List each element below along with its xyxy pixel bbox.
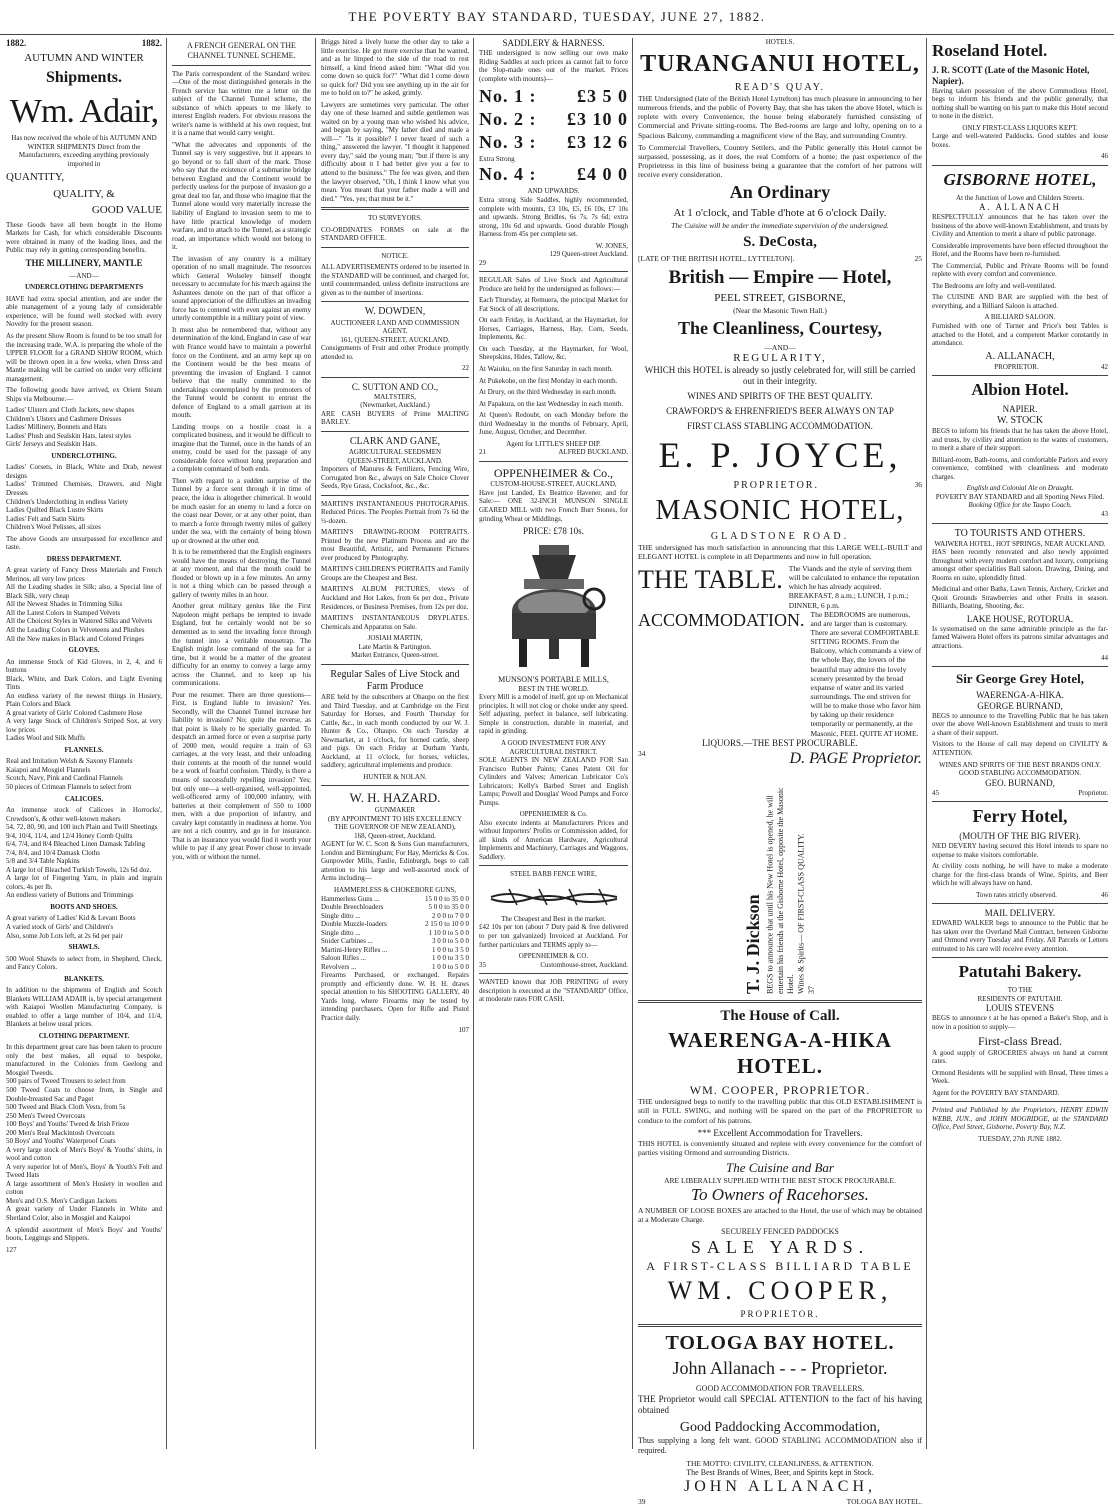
- improvements-text: Considerable improvements have been effected throughout the Hotel, and the Rooms have been re-furnished.: [932, 241, 1108, 259]
- coach-booking: Booking Office for the Taupo Coach.: [968, 501, 1072, 510]
- gun-row: Double Breechloaders 5 0 0 to 35 0 0: [321, 903, 469, 912]
- ad-number: 43: [1101, 509, 1108, 518]
- autumn-heading: AUTUMN AND WINTER: [24, 51, 144, 64]
- saddlery-intro: THE undersigned is now selling our own make Riding Saddles at such prices as cannot fail to force the Slop-made ones out of the market. Prices (complete with mounts)—: [479, 48, 628, 83]
- saddle-price-4: No. 4 : £4 0 0: [479, 164, 628, 185]
- gisborne-sub: At the Junction of Lowe and Childers Streets.: [956, 193, 1084, 202]
- gun-price-list: [321, 895, 469, 972]
- liberally-supplied: ARE LIBERALLY SUPPLIED WITH THE BEST STOCK PROCURABLE.: [664, 1175, 896, 1185]
- ferry-text: NED DEVERY having secured this Hotel intends to spare no expense to make visitors comfortable.: [932, 841, 1108, 859]
- table-text: The Viands and the style of serving them will be calculated to enhance the reputation which he has already acquired. BREAKFAST, 8 a.m.; LUNCH, 1 p.m.; DINNER, 6 p.m.: [788, 563, 920, 610]
- barb-wire-heading: STEEL BARB FENCE WIRE,: [510, 870, 597, 879]
- boys-boots-text: A splendid assortment of Men's Boys' and Youths' boots, Leggings and Slippers.: [6, 1225, 162, 1243]
- article-title: A FRENCH GENERAL ON THE CHANNEL TUNNEL SCHEME.: [187, 41, 296, 60]
- dickson-text: BEGS to announce that until his New Hotel is opened, he will entertain his friends at the Gisborne Hotel, opposite the Masonic Hotel.: [765, 787, 796, 995]
- sale-item: At Papakura, on the last Wednesday in each month.: [479, 399, 623, 408]
- newspaper-masthead: THE POVERTY BAY STANDARD, TUESDAY, JUNE 27, 1882.: [0, 0, 1114, 35]
- gun-row: Hammerless Guns ... 15 0 0 to 35 0 0: [321, 894, 469, 903]
- ad-number: 46: [1101, 890, 1108, 899]
- ad-number: 39: [638, 1496, 646, 1506]
- article-para: Landing troops on a hostile coast is a complicated business, and it would be difficult to imagine that the Tunnel, once in the hands of an enemy, could be used for the passage of any considerable force without long preparation and a complete command of both ends.: [172, 422, 311, 474]
- ferry-text-2: At civility costs nothing, he will have to make a moderate charge for the first-class brands of Wine, Spirits, and Beer which he will always have on hand.: [932, 862, 1108, 888]
- oppenheimer-3-address: Customhouse-street, Auckland.: [540, 960, 628, 969]
- article-para: It is to be remembered that the English engineers would have the means of destroying the Tunnel at any moment, and that the mouth could be flooded or blown up in a few minutes. An army is not a thing which can be passed through a gallery of twenty miles in an hour.: [172, 548, 311, 599]
- buckland-name: ALFRED BUCKLAND.: [558, 448, 628, 457]
- oppenheimer-name: OPPENHEIMER & Co.,: [493, 465, 614, 480]
- burnand-prop: Proprietor.: [1078, 788, 1108, 797]
- hammerless-heading: HAMMERLESS & CHOKEBORE GUNS,: [333, 886, 457, 895]
- hazard-name: W. H. HAZARD.: [349, 790, 441, 806]
- extra-strong: Extra Strong: [479, 154, 515, 163]
- year-right: 1882.: [141, 38, 162, 48]
- ad-number: 29: [479, 258, 486, 267]
- masonic-hotel-name: MASONIC HOTEL,: [655, 495, 905, 527]
- oppenheimer-3-row: [479, 961, 628, 970]
- jones-name: W. JONES,: [595, 241, 628, 250]
- saddlery-heading: SADDLERY & HARNESS.: [502, 38, 605, 48]
- ferry-sub: (MOUTH OF THE BIG RIVER).: [959, 831, 1081, 842]
- sutton-role: MALTSTERS,: [374, 392, 416, 401]
- cooper-name: WM. COOPER,: [667, 1276, 893, 1306]
- tourists-heading: TO TOURISTS AND OTHERS.: [954, 527, 1086, 539]
- paddocking-heading: Good Paddocking Accommodation,: [679, 1420, 881, 1435]
- dowden-name: W. DOWDEN,: [364, 306, 426, 318]
- hazard-address: 168, Queen-street, Auckland.: [354, 831, 436, 840]
- bakery-name: Patutahi Bakery.: [958, 962, 1082, 982]
- oppenheimer-text: Have just Landed, Ex Beatrice Havener, and for Sale:— ONE 32-INCH MUNSON SINGLE GEARED MILL with two French Burr Stones, for grinding Wheat or Middlings,: [479, 488, 628, 523]
- column-rule: [926, 38, 927, 1449]
- martin-sub: Late Martin & Partington.: [358, 642, 432, 651]
- dowden-text: Consignments of Fruit and other Produce promptly attended to.: [321, 344, 469, 361]
- ad-number: 45: [932, 788, 939, 797]
- accommodation-section: [638, 610, 922, 738]
- table-section: [638, 564, 922, 610]
- mill-price: PRICE: £78 10s.: [523, 526, 584, 537]
- oppenheimer-address: CUSTOM-HOUSE-STREET, AUCKLAND,: [490, 480, 617, 489]
- sale-item: On each Friday, in Auckland, at the Haymarket, for Horses, Carriages, Harness, Hay, Corn, Seeds, Implements, &c.: [479, 316, 628, 342]
- sutton-name: C. SUTTON AND CO.,: [351, 381, 439, 392]
- masonic-address: GLADSTONE ROAD.: [710, 530, 850, 542]
- job-printing-text: WANTED known that JOB PRINTING of every description is executed at the "STANDARD" Office, at moderate rates FOR CASH.: [479, 978, 628, 1004]
- excellent-accommodation: *** Excellent Accommodation for Travellers.: [697, 1127, 863, 1138]
- barb-wire-caption: The Cheapest and Best in the market.: [501, 914, 606, 923]
- clark-name: CLARK AND GANE,: [349, 435, 441, 447]
- good-accommodation: GOOD ACCOMMODATION FOR TRAVELLERS.: [695, 1384, 865, 1394]
- joyce-name: E. P. JOYCE,: [658, 435, 902, 476]
- sporting-news: POVERTY BAY STANDARD and all Sporting News Filed.: [935, 492, 1105, 501]
- saddle-price-2: No. 2 : £3 10 0: [479, 109, 628, 130]
- sale-item: On each Tuesday, at the Haymarket, for Wool, Sheepskins, Hides, Tallow, &c.: [479, 344, 628, 362]
- ordinary-heading: An Ordinary: [729, 182, 831, 203]
- fenced-paddocks: SECURELY FENCED PADDOCKS: [721, 1226, 839, 1236]
- hazard-appointment: (BY APPOINTMENT TO HIS EXCELLENCY THE GOVERNOR OF NEW ZEALAND),: [328, 814, 462, 832]
- allanach-prop-row: [932, 363, 1108, 372]
- ad-number: 44: [1101, 653, 1108, 662]
- shipments-heading: Shipments.: [45, 69, 123, 87]
- ad-number: 21: [479, 448, 486, 457]
- quantity: QUANTITY,: [6, 171, 65, 184]
- stabling-accommodation: FIRST CLASS STABLING ACCOMMODATION.: [687, 421, 873, 432]
- accommodation-intro: The BEDROOMS are numerous, and are larger than is customary. There are several COMFORTABLE SITTING ROOMS. From the Balcony, which commands a view of the whole Bay, the lovers of the beautiful may admire the lovely scenery presented by the broad expanse of water and its varied surroundings. The end striven for will be to make those who favor him by taking up their residence temporarily or permanently, at the Masonic, FEEL QUITE AT HOME.: [810, 609, 922, 738]
- underclothing-sub: UNDERCLOTHING.: [51, 451, 117, 460]
- paddocking-text: Thus supplying a long felt want. GOOD STABLING ACCOMMODATION also if required.: [638, 1436, 922, 1455]
- dowden-role: AUCTIONEER LAND AND COMMISSION AGENT.: [330, 318, 460, 336]
- napier: NAPIER.: [1002, 404, 1038, 415]
- lake-text: Is systematised on the same admirable principle as the far-famed Waiwera Hotel offers its patrons similar advantages and attractions.: [932, 624, 1108, 650]
- stock-text: BEGS to inform his friends that he has taken the above Hotel, and trusts, by civility and attention to the wants of customers, to merit a share of their support.: [932, 427, 1108, 453]
- oppenheimer-2: OPPENHEIMER & Co.: [519, 810, 588, 819]
- anecdote-briggs: Briggs hired a lively horse the other day to take a little exercise. He got more exercise than he wanted, and as he limped to the side of the road to rest himself, a kind friend asked him: "What did you come down so quick for?" "What did I come down so quick for? Did you see anything up in the air for me to hold on to?" he asked, grimly.: [321, 38, 469, 98]
- barb-wire-illustration: [489, 883, 619, 911]
- hazard-end-text: Firearms Purchased, or exchanged. Repairs promptly and efficiently done. W. H. H. draws special attention to his SHOOTING GALLERY, 40 Yards long, where Firearms may be tested by intending purchasers. Open for Rifle and Pistol Practice daily.: [321, 971, 469, 1022]
- house-of-call: The House of Call.: [720, 1008, 840, 1025]
- lake-house: LAKE HOUSE, ROTORUA.: [966, 613, 1074, 624]
- martin-item: MARTIN'S ALBUM PICTURES, views of Auckland and Hot Lakes, from 6s per doz., Private Residences, or Business Premises, from 12s per doz.: [321, 585, 469, 611]
- page-row: [638, 749, 922, 769]
- article-para: The invasion of any country is a military operation of no small magnitude. The resources which General Wolseley himself thought necessary to accumulate for his march against the Ashantees denote on the part of that officer a sound appreciation of the difficulties an invading force has to contend with even against an enemy utterly contemptible in a military point of view.: [172, 254, 311, 323]
- oppenheimer-2-text: Also execute indents at Manufacturers Prices and without Importers' Profits or Commission added, for all kinds of American Hardware, Agricultural Implements and Machinery, Carriages and Waggons, Saddlery.: [479, 818, 628, 861]
- mail-heading: MAIL DELIVERY.: [984, 908, 1056, 919]
- martin-item: MARTIN'S INSTANTANEOUS PHOTOGRAPHS. Reduced Prices. The Peoples Portrait from 7s 6d the ½-dozen.: [321, 499, 469, 525]
- empire-near: (Near the Masonic Town Hall.): [733, 305, 827, 315]
- munson-text: Every Mill is a model of itself, got up on Mechanical principles. It will not clog or choke under any speed. Self adjusting, perfect in balance, self lubricating. Simple in construction, durable in material, and rapid in grinding.: [479, 693, 628, 736]
- cooper-text: THE undersigned begs to notify to the travelling public that this OLD ESTABLISHMENT is still in FULL SWING, and nothing will be spared on the part of the PROPRIETOR to conduce to the comfort of his patrons.: [638, 1097, 922, 1125]
- sole-agents-text: SOLE AGENTS IN NEW ZEALAND FOR San Francisco Rubber Paints; Canes Patent Oil for Cylinders and Valves; American Lubricator Co's Lubricators; Kelly's Barbed Street and English Lamps; Powell and Douglas' Wood Pumps and Force Pumps.: [479, 756, 628, 807]
- ferry-hotel-name: Ferry Hotel,: [972, 806, 1068, 827]
- ad-number: 37: [807, 986, 817, 995]
- article-para: The Paris correspondent of the Standard writes:—One of the most distinguished generals in the French service has written me a letter on the subject of the Channel Tunnel scheme, the substance of which appears to me likely to interest English readers. For obvious reasons the writer's name is withheld at his own request, but it is a name that would carry weight.: [172, 69, 311, 138]
- waiwera-text-2: Medicinal and other Baths, Lawn Tennis, Archery, Cricket and Quoit Grounds Strawberries and other Fruits in season. Billiards, Boating, Shooting, &c.: [932, 585, 1108, 611]
- hotels-label: HOTELS.: [765, 38, 795, 46]
- sale-item: Each Thursday, at Remuera, the principal Market for Fat Stock of all descriptions.: [479, 296, 628, 313]
- sale-item: At Pukekohe, on the first Monday in each month.: [479, 376, 618, 385]
- cooper-proprietor: WM. COOPER, PROPRIETOR.: [689, 1082, 871, 1097]
- munson-heading: MUNSON'S PORTABLE MILLS,: [498, 675, 609, 685]
- agent-text: Agent for the POVERTY BAY STANDARD.: [932, 1088, 1060, 1097]
- martin-item: MARTIN'S INSTANTANEOUS DRYPLATES. Chemicals and Apparatus on Sale.: [321, 614, 469, 631]
- wines-best-brands: WINES AND SPIRITS OF THE BEST BRANDS ONLY.: [939, 760, 1101, 769]
- billiard-saloon: A BILLIARD SALOON.: [984, 313, 1056, 322]
- good-value: GOOD VALUE: [91, 204, 162, 217]
- regular-sales-title: Regular Sales of Live Stock and Farm Produce: [330, 668, 460, 692]
- proprietor-label: PROPRIETOR.: [733, 480, 819, 492]
- allanach-sign: A. ALLANACH,: [985, 350, 1055, 362]
- martin-name: JOSIAH MARTIN,: [367, 634, 423, 643]
- column-rule: [632, 38, 633, 1449]
- racehorses-heading: To Owners of Racehorses.: [691, 1184, 869, 1204]
- clark-role: AGRICULTURAL SEEDSMEN: [348, 448, 442, 456]
- tables-text: Furnished with one of Turner and Price's best Tables is attached to the Hotel, and a competent Marker constantly in attendance.: [932, 322, 1108, 348]
- hazard-text: AGENT for W. C. Scott & Sons Gun manufacturers, London and Birmingham; For Hay, Merricks & Cos. Gunpowder Mills, Faulie, Edinburgh, begs to call attention to his large and well-assorted stock of Arms including—: [321, 840, 469, 883]
- gloves-heading: GLOVES.: [68, 646, 100, 655]
- gun-row: Single ditto ... 1 10 0 to 5 0 0: [321, 928, 469, 937]
- ad-number: 35: [479, 960, 486, 969]
- albion-hotel-name: Albion Hotel.: [971, 380, 1069, 400]
- dress-heading: DRESS DEPARTMENT.: [46, 554, 122, 563]
- blankets-heading: BLANKETS.: [64, 974, 104, 983]
- column-channel-tunnel: A FRENCH GENERAL ON THE CHANNEL TUNNEL SCHEME. The Paris correspondent of the Standard writes:—One of the most distinguished generals in the French service has written me a letter on the subject of the Channel Tunnel scheme, the substance of which appears to me likely to interest English readers. For obvious reasons the writer's name is withheld at his own request, but it is a name that would carry weight. "What the advocates and opponents of the Tunnel say is very suggestive, but it appears to go beyond or to fall short of the mark. Those who say that the existence of a submarine bridge between England and the Continent would be perfectly useless for the purpose of invasion go a great deal too far, and those who imagine that the Tunnel alone would very materially increase the liability of England to invasion seem to me to have little practical knowledge of modern warfare, and to attach to the Tunnel, as a strategic road, an importance which would not belong to it. The invasion of any country is a military operation of no small magnitude. The resources which General Wolseley himself thought necessary to accumulate for his march against the Ashantees denote on the part of that officer a sound appreciation of the difficulties an invading force has to contend with even against an enemy utterly contemptible in a military point of view. It must also be remembered that, without any determination of the kind, England in case of war with France would have to maintain a powerful force on the Continent, and an army kept up on the Continent would be the best means of preventing the invasion of England. I cannot believe that the really committed to the undertakings contemplated by the promoters of the Tunnel would be content to entrust the defence of England to a small garrison at its mouth. Landing troops on a hostile coast is a complicated business, and it would be difficult to imagine that the Tunnel, once in the hands of an enemy, could be used for the passage of any considerable force without long preparation and a complete command of both ends. Then with regard to a sudden surprise of the Tunnel by a force sent through it in time of peace, the idea is altogether chimerical. It would be much easier for an enemy to land a force on the coast near Dover, or at any other point, than to march a force through twenty miles of gallery under the sea, with the certainty of being blown up or drowned at the other end. It is to be remembered that the English engineers would have the means of destroying the Tunnel at any moment, and that the mouth could be flooded or blown up in a few minutes. An army is not a thing which can be passed through a gallery of twenty miles in an hour. Another great military genius like the First Napoleon might perhaps be tempted to invade England, but he certainly would not be so demented as to send the invading force through the tunnel into a veritable mousetrap. The English might lose command of the sea for a time, but it would be a matter of the greatest difficulty for an enemy to convey a large army across the Channel, and to keep up his communications. Pour me resumer. There are three questions—First, is England liable to invasion? Yes. Secondly, will the Channel Tunnel increase her liability to invasion? No; quite the reverse, as that point is likely to be specially guarded. To despatch an armed force or even a surprise party of 2000 men, would require a train of 63 carriages, at the very least, and their unloading their contents at the mouth of the tunnel would be a work of fearful confusion. Thirdly, is there a means of successfully repelling invasion? Yes; but only one—a well-organised, well-appointed, well-officered army of 100,000 infantry, with batteries at their complement of 550 to 1000 men, with a due proportion of infantry, and cavalry kept constantly in readiness at home. You are not a rich country, and go in for insurance. That is an insurance you would find it worth your while to pay if any great Power chose to invade you, with or without the tunnel.: [172, 41, 312, 861]
- clothing-heading: CLOTHING DEPARTMENT.: [38, 1031, 130, 1040]
- saddle-price-1: No. 1 : £3 5 0: [479, 86, 628, 107]
- ordinary-time: At 1 o'clock, and Table d'hote at 6 o'clock Daily.: [673, 207, 887, 220]
- portable-mill-illustration: [494, 541, 614, 671]
- millinery-heading: THE MILLINERY, MANTLE: [25, 257, 143, 268]
- john-allanach: JOHN ALLANACH,: [684, 1478, 876, 1496]
- year-left: 1882.: [6, 38, 27, 48]
- billiards-text: Billiard-room, Bath-rooms, and comfortable Parlors and every convenience, combined with cleanliness and moderate charges.: [932, 455, 1108, 481]
- ad-number: 34: [638, 748, 646, 758]
- underclothing-heading: UNDERCLOTHING DEPARTMENTS: [24, 283, 144, 292]
- sutton-address: (Newmarket, Auckland.): [360, 401, 430, 410]
- cuisine-bar: The Cuisine and Bar: [726, 1159, 834, 1175]
- gun-row: Revolvers ... 1 0 0 to 5 0 0: [321, 962, 469, 971]
- turanganui-name: TURANGANUI HOTEL,: [640, 50, 920, 77]
- waiwera-name: WAIWERA HOTEL, HOT SPRINGS, NEAR AUCKLAND.: [934, 539, 1106, 548]
- gun-row: Single ditto ... 2 0 0 to 7 0 0: [321, 911, 469, 920]
- sutton-text: ARE CASH BUYERS of Prime MALTING BARLEY.: [321, 409, 469, 427]
- cuisine-text: The CUISINE AND BAR are supplied with the best of everything, and a Billiard Saloon is attached.: [932, 293, 1108, 310]
- stevens-name: LOUIS STEVENS: [985, 1003, 1055, 1014]
- quality: QUALITY, &: [53, 187, 115, 200]
- jones-address: 129 Queen-street Auckland.: [549, 250, 628, 259]
- regular-sales-intro: REGULAR Sales of Live Stock and Agricultural Produce are held by the undersigned as follows:—: [479, 276, 628, 293]
- underclothing-text: HAVE had extra special attention, and are under the able management of a young lady of considerable experience, will be found well stocked with every Novelty for the present season.: [6, 294, 162, 329]
- sale-item: At Waiuku, on the first Saturday in each month.: [479, 365, 613, 373]
- ad-number: 25: [914, 254, 922, 264]
- column-6: [928, 38, 1112, 1449]
- calicoes-heading: CALICOES.: [64, 794, 104, 803]
- turanganui-text: THE Undersigned (late of the British Hotel Lyttelton) has much pleasure in announcing to her numerous friends, and the public of Poverty Bay, that she has taken the above Hotel, which is replete with every Convenience, the house being elaborately furnished consisting of Commercial and Private sitting-rooms. The Bed-rooms are large and lofty, opening on to a Spacious Balcony, commanding a magnificent view of the Bay, and surrounding Country.: [638, 93, 922, 140]
- clark-address: QUEEN-STREET, AUCKLAND.: [347, 456, 443, 465]
- burnand-name: GEORGE BURNAND,: [977, 700, 1063, 711]
- saddle-text: Extra strong Side Saddles, highly recommended, complete with mounts, £3 10s, £5, £6 10s, £7 10s and upwards. Strong Bridles, 6s 7s, 7s 6d; extra strong, 10s 6d and upwards. Good durable Plough Harness from 45s per complete set.: [479, 195, 628, 239]
- empire-hotel-name: British — Empire — Hotel,: [668, 267, 892, 289]
- scott-name: J. R. SCOTT (Late of the Masonic Hotel, Napier).: [932, 64, 1090, 86]
- best-brands: The Best Brands of Wines, Beer, and Spirits kept in Stock.: [686, 1467, 874, 1477]
- article-para: Pour me resumer. There are three questions—First, is England liable to invasion? Yes. Secondly, will the Channel Tunnel increase her liability to invasion? No; quite the reverse, as that point is likely to be specially guarded. To despatch an armed force or even a surprise party of 2000 men, would require a train of 63 carriages, at the very least, and their unloading their contents at the mouth of the tunnel would be a work of fearful confusion. Thirdly, is there a means of successfully repelling invasion? Yes; but only one—a well-organised, well-appointed, well-officered army of 100,000 infantry, with batteries at their complement of 550 to 1000 men, with a due proportion of infantry, and cavalry kept constantly in readiness at home. You are not a rich country, and go in for insurance. That is an insurance you would find it worth your while to pay if any great Power chose to invade you, with or without the tunnel.: [172, 690, 312, 861]
- and-divider: —AND—: [69, 271, 99, 280]
- oppenheimer-3: OPPENHEIMER & CO.: [518, 952, 589, 961]
- notice-heading: NOTICE.: [381, 251, 409, 260]
- martin-address: Market Entrance, Queen-street.: [351, 651, 439, 660]
- masonic-text: THE undersigned has much satisfaction in announcing that this LARGE WELL-BUILT and ELEGANT HOTEL is complete in all Departments and now in full operation.: [638, 542, 922, 561]
- ad-number: 42: [1101, 362, 1108, 371]
- gun-row: Double Muzzle-loaders 2 15 0 to 10 0 0: [321, 920, 469, 929]
- sale-yards: SALE YARDS.: [690, 1236, 870, 1257]
- sale-item: At Queen's Redoubt, on each Monday before the third Wednesday in the months of February, April, June, August, October, and December.: [479, 411, 628, 437]
- scott-text: Having taken possession of the above Commodious Hotel, begs to inform his friends and the public generally, that nothing shall be wanting on his part to make this Hotel second to none in the district.: [932, 86, 1108, 121]
- surveyors-text: CO-ORDINATES FORMS on sale at the STANDARD OFFICE.: [321, 225, 469, 243]
- empire-address: PEEL STREET, GISBORNE,: [714, 292, 846, 305]
- regularity: REGULARITY,: [733, 352, 827, 364]
- waerenga-location: WAERENGA-A-HIKA.: [976, 689, 1064, 700]
- article-para: "What the advocates and opponents of the Tunnel say is very suggestive, but it appears to go beyond or to fall short of the mark. Those who say that the existence of a submarine bridge between England and the Continent would be perfectly useless for the purpose of invasion go a great deal too far, and those who imagine that the Tunnel alone would very materially increase the liability of England to invasion seem to me to have little practical knowledge of modern warfare, and to attach to the Tunnel, as a strategic road, an importance which would not belong to it.: [172, 140, 311, 252]
- to-the: TO THE: [1007, 986, 1033, 994]
- notice-text: ALL ADVERTISEMENTS ordered to be inserted in the STANDARD will be continued, and charged for, until countermanded, unless definite instructions are given as to the number of insertions.: [321, 263, 469, 297]
- mail-text: EDWARD WALKER begs to announce to the Public that he has taken over the Overland Mail Contract, between Gisborne and Ormond every Tuesday and Friday. All Parcels or Letters entrusted to his care will receive every attention.: [932, 919, 1108, 953]
- ale-text: English and Colonial Ale on Draught.: [966, 484, 1074, 493]
- town-row: [932, 891, 1108, 900]
- martin-item: MARTIN'S DRAWING-ROOM PORTRAITS. Printed by the new Platinum Process and are the most Beautiful, Artistic, and Permanent Pictures ever produced by Photography.: [321, 528, 469, 562]
- allanach-text: RESPECTFULLY announces that he has taken over the business of the above well-known Establishment, and trusts by Civility and Attention to merit a share of public patronage.: [932, 213, 1108, 239]
- allanach-name: A. ALLANACH: [979, 202, 1061, 213]
- column-4: [475, 38, 632, 1449]
- tologa-hotel-name: TOLOGA BAY HOTEL.: [665, 1331, 895, 1354]
- residents: RESIDENTS OF PATUTAHI.: [977, 994, 1063, 1003]
- dowden-address: 161, QUEEN-STREET, AUCKLAND.: [340, 335, 450, 344]
- flannels-heading: FLANNELS.: [64, 745, 104, 754]
- first-class-liquors: ONLY FIRST-CLASS LIQUORS KEPT.: [962, 123, 1078, 132]
- imprint-date: TUESDAY, 27th JUNE 1882.: [978, 1134, 1062, 1143]
- column-hotels: [634, 38, 926, 1506]
- adair-name: Wm. Adair,: [9, 92, 159, 130]
- imprint: Printed and Published by the Proprietors, HENRY EDWIN WEBB, JUN., and JOHN MOGRIDGE, at the STANDARD Office, Peel Street, Gisborne, Poverty Bay, N.Z.: [932, 1106, 1108, 1132]
- regular-sales-text: ARE held by the subscribers at Ohaupo on the first and Third Tuesday, and at Cambridge on the First Saturday for Horses, and Fourth Thursday for Cattle, &c., in each month conducted by our W. J. Hunter & Co., Ohaupo. On each Tuesday at Newmarket, at 1 o'clock, for horned cattle, sheep and pigs. On each Friday at Durham Yards, Auckland, at 11 o'clock, for horses, vehicles, saddlery, agricultural implements and produce.: [321, 693, 469, 770]
- burnand-sign: GEO. BURNAND,: [985, 777, 1055, 788]
- gun-row: Martini-Henry Rifles ... 1 0 0 to 3 5 0: [321, 945, 469, 954]
- loose-boxes-text: A NUMBER OF LOOSE BOXES are attached to the Hotel, the use of which may be obtained at a Moderate Charge.: [638, 1205, 922, 1224]
- celebrated-text: WHICH this HOTEL is already so justly celebrated for, will still be carried out in their integrity.: [644, 365, 916, 387]
- goods-text: These Goods have all been bought in the Home Markets for Cash, for which considerable Discounts were obtained in many of the leading lines, and the Public may rely in getting corresponding benefits.: [6, 220, 162, 255]
- motto: THE MOTTO: CIVILITY, CLEANLINESS, & ATTENTION.: [686, 1458, 874, 1468]
- gun-row: Saloon Rifles ... 1 0 0 to 3 5 0: [321, 954, 469, 963]
- cuisine-note: The Cuisine will be under the immediate supervision of the undersigned.: [671, 220, 889, 230]
- surveyors-heading: TO SURVEYORS.: [368, 214, 422, 223]
- sale-item: Agent for LITTLE'S SHEEP DIP.: [506, 439, 601, 448]
- dickson-ad: [638, 774, 922, 994]
- stock-name: W. STOCK: [996, 415, 1044, 427]
- sir-george-grey-hotel: Sir George Grey Hotel,: [955, 671, 1085, 687]
- ad-number-127: 127: [6, 1245, 17, 1254]
- buckland-row: [479, 448, 628, 457]
- sale-item: At Drury, on the third Wednesday in each month.: [479, 388, 617, 397]
- ad-number: 46: [1101, 152, 1108, 161]
- hunter-nolan: HUNTER & NOLAN.: [363, 772, 427, 781]
- and-upwards: AND UPWARDS.: [527, 187, 580, 196]
- column-3: [317, 38, 473, 1449]
- column-rule: [473, 38, 474, 1449]
- barb-wire-text: £42 10s per ton (about 7 Duty paid & free delivered to per ton galvanized) Invoiced at Auckland. For further particulars and TERMS apply to—: [479, 923, 628, 949]
- roseland-name: Roseland Hotel.: [932, 41, 1048, 60]
- martin-item: MARTIN'S CHILDREN'S PORTRAITS and Family Groups are the Cheapest and Best.: [321, 565, 469, 582]
- visitors-text: Visitors to the House of call may depend on CIVILITY & ATTENTION.: [932, 740, 1108, 757]
- shawls-heading: SHAWLS.: [68, 943, 100, 952]
- stevens-text: BEGS to announce t at he has opened a Baker's Shop, and is now in a position to supply—: [932, 1014, 1108, 1031]
- cleanliness-heading: The Cleanliness, Courtesy,: [677, 317, 882, 338]
- burnand-prop-row: [932, 789, 1108, 798]
- allanach-proprietor: John Allanach - - - Proprietor.: [672, 1358, 888, 1379]
- allanach-prop: PROPRIETOR.: [994, 362, 1039, 371]
- accommodation-heading: ACCOMMODATION.: [638, 609, 805, 630]
- ad-number: 107: [458, 1025, 469, 1034]
- town-rates: Town rates strictly observed.: [976, 890, 1057, 899]
- decosta-sub: [LATE OF THE BRITISH HOTEL, LYTTELTON].: [638, 254, 795, 264]
- turanganui-address: READ'S QUAY.: [734, 81, 826, 93]
- convenience-text: THIS HOTEL is conveniently situated and replete with every convenience for the comfort of parties visiting Ormond and surrounding Districts.: [638, 1138, 922, 1157]
- billiard-table: A FIRST-CLASS BILLIARD TABLE: [646, 1258, 914, 1273]
- decosta-row: [638, 254, 922, 263]
- wines-spirits: WINES AND SPIRITS OF THE BEST QUALITY.: [687, 391, 873, 402]
- groceries-text: A good supply of GROCERIES always on hand at current rates.: [932, 1048, 1108, 1066]
- year-row: [6, 38, 162, 49]
- gun-row: Snider Carbines ... 3 0 0 to 5 0 0: [321, 937, 469, 946]
- waiwera-text: HAS been recently renovated and also newly appointed throughout with every modern comfort and luxury, comprising amongst other specialities Ball saloon, Drawing, Dining, and Rooms en suite, splendidly fitted.: [932, 548, 1108, 582]
- turanganui-text-2: To Commercial Travellers, Country Settlers, and the Public generally this Hotel cannot be surpassed, possessing, as it does, the real Comforts of a home; the past experience of the Proprietress in this line of business being a guarantee that the comfort of her patrons will receive every consideration.: [638, 142, 922, 180]
- gisborne-hotel-name: GISBORNE HOTEL,: [943, 169, 1097, 189]
- column-adair: 1882. 1882. AUTUMN AND WINTER Shipments. Wm. Adair, Has now received the whole of his AUTUMN AND WINTER SHIPMENTS Direct from the Manufacturers, exceeding anything previously imported in QUANTITY, QUALITY, & GOOD VALUE These Goods have all been bought in the Home Markets for Cash, for which considerable Discounts were obtained in many of the leading lines, and the Public may rely in getting corresponding benefits. THE MILLINERY, MANTLE —AND— UNDERCLOTHING DEPARTMENTS HAVE had extra special attention, and are under the able management of a young lady of considerable experience, will be found well stocked with every Novelty for the present season. As the present Show Room is found to be too small for the increasing trade, W.A. is preparing the whole of the UPPER FLOOR for a GRAND SHOW ROOM, which will be thrown open in a few weeks, when Dress and Mantle making will be carried on under very efficient management. The following goods have arrived, ex Orient Steam Ships via Melbourne:— Ladies' Ulsters and Cloth Jackets, new shapes Children's Ulsters and Cashmere Dresses Ladies' Millinery, Bonnets and Hats Ladies' Plush and Sealskin Hats, latest styles Girls' Jerseys and Sealskin Hats. UNDERCLOTHING. Ladies' Corsets, in Black, White and Drab, newest designs Ladies' Trimmed Chemises, Drawers, and Night Dresses Children's Underclothing in endless Variety Ladies Quilted Black Lustre Skirts Ladies' Felt and Satin Skirts Children's Wool Pelisses, all sizes The above Goods are unsurpassed for excellence and taste. DRESS DEPARTMENT. A great variety of Fancy Dress Materials and French Merinos, all very low prices All the Leading shades in Silk; also, a Special line of Black Silk, very cheap All the Newest Shades in Trimming Silks All the Latest Colors in Stamped Velvets All the Choicest Styles in Watered Silks and Velvets All the Leading Colors in Velveteens and Plushes All the New makes in Black and Colored Fringes GLOVES. An immense Stock of Kid Gloves, in 2, 4, and 6 buttons Black, White, and Dark Colors, and Light Evening Tints An endless variety of the newest things in Hosiery, Plain Colors and Black A great variety of Girls' Colored Cashmere Hose A very large Stock of Children's Striped Sox, at very low prices Ladies Wool and Silk Muffs FLANNELS. Real and Imitation Welsh & Saxony Flannels Kaiapoi and Mosgiel Flannels Scotch, Navy, Pink and Cardinal Flannels 50 pieces of Crimean Flannels to select from CALICOES. An immense stock of Calicoes in Horrocks', Crewdson's, & other well-known makers 54, 72, 80, 90, and 100 inch Plain and Twill Sheetings 9/4, 10/4, 11/4, and 12/4 Honey Comb Quilts 6/4, 7/4, and 8/4 Bleached Linen Damask Tabling 7/4, 8/4, and 10/4 Damask Cloths 5/8 and 3/4 Table Napkins A large lot of Bleached Turkish Towels, 12s 6d doz. A large lot of Fingering Yarn, in plain and ingrain colors, 4s per lb. An endless variety of Buttons and Trimmings BOOTS AND SHOES. A great variety of Ladies' Kid & Levant Boots A varied stock of Girls' and Children's Also, some Job Lots left, at 2s 6d per pair SHAWLS. 500 Wool Shawls to select from, in Shepherd, Check, and Fancy Colors. BLANKETS. In addition to the shipments of English and Scotch Blankets WILLIAM ADAIR is, by special arrangement with Kaiapoi Woollen Manufacturing Company, is enabled to offer a large number of 10/4, and 11/4, Blankets at below usual prices. CLOTHING DEPARTMENT. In this department great care has been taken to procure only the best makes, all equal to bespoke, manufactured in the Colonies from Geelong and Mosgiel Tweeds. 500 pairs of Tweed Trousers to select from 500 Tweed Coats to choose from, in Single and Double-breasted Sac and Paget 500 Tweed and Black Cloth Vests, from 5s 250 Men's Tweed Overcoats 100 Boys' and Youths' Tweed & Irish Frieze 200 Men's Real Mackintosh Overcoats 50 Boys' and Youths' Waterproof Coats A very large stock of Men's Boys' & Youths' shirts, in wool and cotton A very superior lot of Men's, Boys' & Youth's Felt and Tweed Hats A large assortment of Men's Hosiery in woollen and cotton Men's and O.S. Men's Cardigan Jackets A great variety of Under Flannels in White and Shetland Color, also in Mosgiel and Kaiapoi A splendid assortment of Men's Boys' and Youths' boots, Leggings and Slippers. 127: [6, 38, 162, 1254]
- ad-number: 22: [462, 364, 469, 373]
- and-divider: —AND—: [764, 342, 796, 352]
- tologa-text: THE Proprietor would call SPECIAL ATTENTION to the fact of his having obtained: [638, 1394, 922, 1416]
- dickson-wines: Wines & Spirits— OF FIRST-CLASS QUALITY.: [796, 833, 806, 995]
- table-heading: THE TABLE.: [638, 564, 783, 594]
- good-stabling: GOOD STABLING ACCOMMODATION.: [958, 769, 1082, 778]
- paddocks-text: Large and well-watered Paddocks. Good stables and loose boxes.: [932, 132, 1108, 149]
- tologa-sign-row: [638, 1497, 922, 1506]
- tologa-sign: TOLOGA BAY HOTEL.: [846, 1496, 922, 1506]
- column-rule: [315, 38, 316, 1449]
- beer-on-tap: CRAWFORD'S & EHRENFRIED'S BEER ALWAYS ON TAP: [666, 406, 894, 417]
- joyce-row: [638, 480, 922, 492]
- ad-number: 36: [914, 480, 922, 490]
- orders-text: Ormond Residents will be supplied with Bread, Three times a Week.: [932, 1068, 1108, 1086]
- bread-heading: First-class Bread.: [978, 1034, 1062, 1049]
- clark-text: Importers of Manures & Fertilizers, Fencing Wire, Corrugated Iron &c., always on Sale Choice Clover Seeds, Rye Grass, Cocksfoot, &c., &c.: [321, 465, 469, 491]
- page-proprietor: D. PAGE Proprietor.: [789, 749, 922, 767]
- column-rule: [166, 38, 167, 1449]
- waerenga-hotel-name: WAERENGA-A-HIKA HOTEL.: [668, 1028, 892, 1079]
- munson-sub: BEST IN THE WORLD.: [518, 684, 589, 693]
- burnand-text: BEGS to announce to the Travelling Public that he has taken over the above Well-known Establishment and trusts to merit a share of their support.: [932, 711, 1108, 737]
- hazard-role: GUNMAKER: [374, 806, 416, 815]
- decosta-name: S. DeCosta,: [743, 233, 817, 250]
- commercial-text: The Commercial, Public and Private Rooms will be found replete with every comfort and convenience.: [932, 261, 1108, 279]
- saddle-price-3: No. 3 : £3 12 6: [479, 132, 628, 152]
- bedrooms-text: The Bedrooms are lofty and well-ventilated.: [932, 281, 1057, 290]
- liquors: LIQUORS.—THE BEST PROCURABLE.: [702, 737, 858, 748]
- boots-heading: BOOTS AND SHOES.: [50, 902, 118, 911]
- dickson-name: T. J. Dickson: [743, 894, 764, 995]
- anecdote-lawyer: Lawyers are sometimes very particular. The other day one of these learned and subtle gentlemen was waited on by a young man who wished his advice, and began by saying, "My father died and made a will—" "Is it possible? I never heard of such a thing," answered the lawyer. "I thought it happened every day," said the young man; "but if there is any difficulty about it I had better give you a fee to attend to the business." The fee was given, and then the lawyer observed, "Oh, I think I know what you mean. You meant that your father made a will and died." "Yes, yes; that must be it.": [321, 100, 469, 203]
- munson-investment: A GOOD INVESTMENT FOR ANY AGRICULTURAL DISTRICT.: [501, 738, 606, 756]
- adair-intro: Has now received the whole of his AUTUMN AND WINTER SHIPMENTS Direct from the Manufacturers, exceeding anything previously imported in: [11, 134, 157, 168]
- cooper-prop: PROPRIETOR.: [740, 1309, 820, 1319]
